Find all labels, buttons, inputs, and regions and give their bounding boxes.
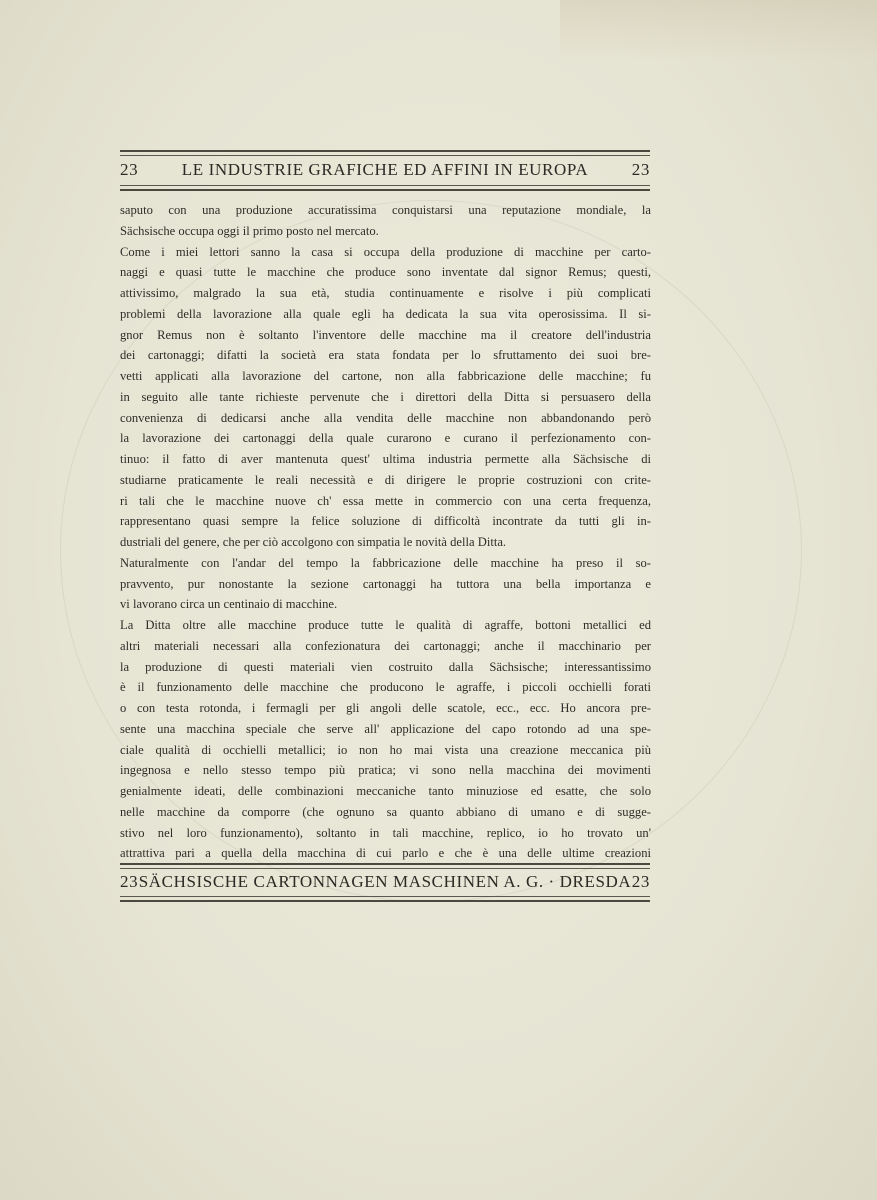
text-line: naggi e quasi tutte le macchine che produce sono inventate dal signor Remus; questi, [120, 265, 651, 280]
text-line: è il funzionamento delle macchine che producono le agraffe, i piccoli occhielli forati [120, 680, 651, 695]
header-bottom-rules [120, 185, 650, 191]
header-top-rules [120, 150, 650, 156]
text-line: nelle macchine da comporre (che ognuno sa quanto abbiano di umano e di sugge- [120, 804, 651, 819]
text-line: pravvento, pur nonostante la sezione cartonaggi ha tuttora una bella importanza e [120, 576, 651, 591]
text-line: rappresentano quasi sempre la felice soluzione di difficoltà incontrate da tutti gli in- [120, 514, 651, 529]
footer-title: SÄCHSISCHE CARTONNAGEN MASCHINEN A. G. · DRESDA [138, 872, 632, 891]
header-title: LE INDUSTRIE GRAFICHE ED AFFINI IN EUROPA [181, 160, 589, 179]
text-line: Come i miei lettori sanno la casa si occupa della produzione di macchine per carto- [120, 244, 651, 259]
footer-top-rules [120, 863, 650, 869]
text-line: vi lavorano circa un centinaio di macchine. [120, 597, 338, 612]
text-line: la lavorazione dei cartonaggi della quale curarono e curano il perfezionamento con- [120, 431, 651, 446]
text-line: dei cartonaggi; difatti la società era stata fondata per lo sfruttamento dei suoi bre- [120, 348, 651, 363]
text-line: gnor Remus non è soltanto l'inventore delle macchine ma il creatore dell'industria [120, 327, 651, 342]
text-line: altri materiali necessari alla confezionatura dei cartonaggi; anche il macchinario per [120, 638, 651, 653]
text-line: ri tali che le macchine nuove ch' essa mette in commercio con una certa frequenza, [120, 493, 651, 508]
header-page-number-right: 23 [631, 160, 650, 179]
text-line: la produzione di questi materiali vien costruito dalla Sächsische; interessantissimo [120, 659, 651, 674]
text-line: in seguito alle tante richieste pervenute che i direttori della Ditta si persuasero della [120, 389, 651, 404]
paper-stain [560, 0, 877, 60]
text-line: genialmente ideati, delle combinazioni meccaniche tanto minuziose ed esatte, che solo [120, 784, 651, 798]
body-text [120, 200, 651, 864]
header-page-number-left: 23 [120, 160, 139, 179]
text-line: attrattiva pari a quella della macchina di cui parlo e che è una delle ultime creazioni [120, 846, 651, 861]
text-line: o con testa rotonda, i fermagli per gli angoli delle scatole, ecc., ecc. Ho ancora pre- [120, 701, 651, 715]
footer-page-number-right: 23 [631, 872, 650, 891]
running-footer [120, 872, 650, 892]
text-line: attivissimo, malgrado la sua età, studia continuamente e risolve i più complicati [120, 286, 651, 300]
text-line: La Ditta oltre alle macchine produce tutte le qualità di agraffe, bottoni metallici ed [120, 618, 651, 632]
text-line: convenienza di dedicarsi anche alla vendita delle macchine non abbandonando però [120, 410, 651, 425]
footer-page-number-left: 23 [120, 872, 139, 891]
text-line: sente una macchina speciale che serve all' applicazione del capo rotondo ad una spe- [120, 721, 651, 736]
text-line: Naturalmente con l'andar del tempo la fabbricazione delle macchine ha preso il so- [120, 555, 651, 570]
running-header [120, 160, 650, 180]
text-line: ingegnosa e nello stesso tempo più pratica; vi sono nella macchina dei movimenti [120, 763, 651, 778]
text-line: ciale qualità di occhielli metallici; io non ho mai vista una creazione meccanica più [120, 742, 651, 757]
text-line: tinuo: il fatto di aver mantenuta quest' ultima industria permette alla Sächsische di [120, 452, 651, 466]
footer-bottom-rules [120, 896, 650, 902]
text-line: stivo nel loro funzionamento), soltanto in tali macchine, replico, io ho trovato un' [120, 825, 651, 840]
text-line: Sächsische occupa oggi il primo posto nel mercato. [120, 223, 379, 238]
text-line: studiarne praticamente le reali necessità e di dirigere le proprie costruzioni con crite- [120, 472, 651, 487]
text-line: problemi della lavorazione alla quale egli ha dedicata la sua vita operosissima. Il si- [120, 306, 651, 321]
text-line: vetti applicati alla lavorazione del cartone, non alla fabbricazione delle macchine; fu [120, 369, 651, 383]
text-line: saputo con una produzione accuratissima conquistarsi una reputazione mondiale, la [120, 203, 651, 217]
text-line: dustriali del genere, che per ciò accolgono con simpatia le novità della Ditta. [120, 535, 507, 549]
